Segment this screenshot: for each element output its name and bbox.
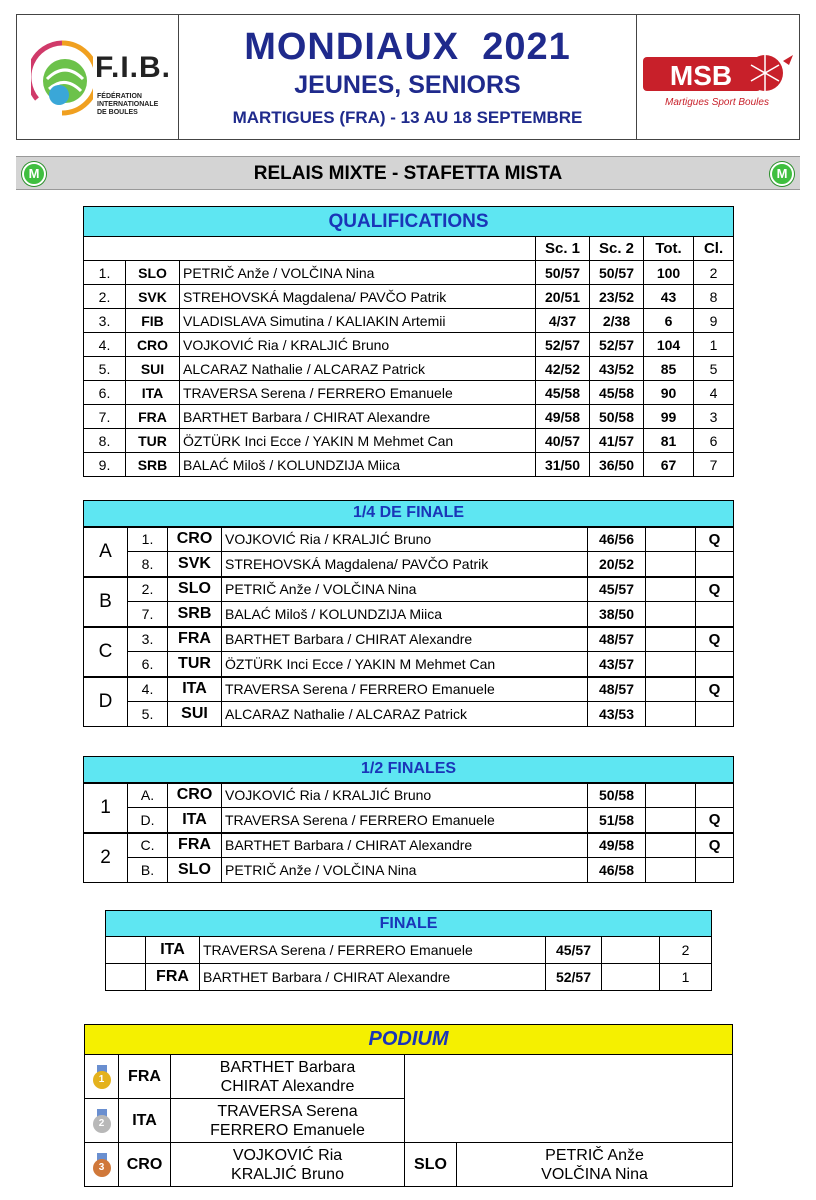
seed-cell: 1. bbox=[128, 527, 168, 552]
msb-logo-text: MSB bbox=[669, 60, 733, 91]
final-row bbox=[106, 964, 712, 991]
podium-nation: CRO bbox=[119, 1143, 171, 1187]
team-cell: STREHOVSKÁ Magdalena/ PAVČO Patrik bbox=[222, 552, 588, 577]
score2-cell: 36/50 bbox=[590, 453, 644, 477]
score1-cell: 49/58 bbox=[536, 405, 590, 429]
team-cell: ÖZTÜRK Inci Ecce / YAKIN M Mehmet Can bbox=[222, 652, 588, 677]
match-row bbox=[84, 677, 734, 702]
team-cell: VOJKOVIĆ Ria / KRALJIĆ Bruno bbox=[180, 333, 536, 357]
match-row bbox=[84, 808, 734, 833]
qualified-cell bbox=[696, 652, 734, 677]
qualification-row bbox=[84, 357, 734, 381]
total-cell: 6 bbox=[644, 309, 694, 333]
score1-cell: 45/58 bbox=[536, 381, 590, 405]
qualified-cell bbox=[696, 552, 734, 577]
qualifications-header-row bbox=[84, 237, 734, 261]
rank-cell: 2. bbox=[84, 285, 126, 309]
blank-cell bbox=[646, 783, 696, 808]
qualified-cell: Q bbox=[696, 577, 734, 602]
match-row bbox=[84, 702, 734, 727]
event-title-bar bbox=[16, 156, 800, 190]
classement-cell: 6 bbox=[694, 429, 734, 453]
team-cell: PETRIČ Anže / VOLČINA Nina bbox=[222, 858, 588, 883]
seed-cell: 7. bbox=[128, 602, 168, 627]
classement-cell: 4 bbox=[694, 381, 734, 405]
match-row bbox=[84, 833, 734, 858]
final-table bbox=[105, 910, 712, 991]
podium-row-first bbox=[85, 1055, 733, 1099]
match-row bbox=[84, 627, 734, 652]
place-cell: 1 bbox=[660, 964, 712, 991]
silver-medal-icon: 2 bbox=[91, 1109, 113, 1133]
team-cell: BARTHET Barbara / CHIRAT Alexandre bbox=[200, 964, 546, 991]
fib-logo-text: F.I.B. bbox=[95, 51, 172, 84]
nation-cell: CRO bbox=[126, 333, 180, 357]
rank-cell: 7. bbox=[84, 405, 126, 429]
gold-medal-icon: 1 bbox=[91, 1065, 113, 1089]
blank-cell bbox=[646, 652, 696, 677]
qualification-row bbox=[84, 405, 734, 429]
seed-cell: 2. bbox=[128, 577, 168, 602]
nation-cell: FRA bbox=[168, 627, 222, 652]
rank-cell: 3. bbox=[84, 309, 126, 333]
seed-cell: 8. bbox=[128, 552, 168, 577]
podium-table bbox=[84, 1024, 733, 1187]
total-cell: 85 bbox=[644, 357, 694, 381]
podium-row-third bbox=[85, 1143, 733, 1187]
blank-cell bbox=[646, 677, 696, 702]
fib-logo-icon bbox=[31, 39, 93, 117]
team-cell: BARTHET Barbara / CHIRAT Alexandre bbox=[222, 627, 588, 652]
nation-cell: ITA bbox=[168, 677, 222, 702]
event-title: RELAIS MIXTE - STAFETTA MISTA bbox=[253, 163, 563, 184]
seed-cell: 5. bbox=[128, 702, 168, 727]
score-cell: 48/57 bbox=[588, 627, 646, 652]
blank-cell bbox=[646, 702, 696, 727]
blank-cell bbox=[646, 527, 696, 552]
nation-cell: SVK bbox=[126, 285, 180, 309]
quarterfinals-title: 1/4 DE FINALE bbox=[84, 501, 734, 527]
score1-cell: 50/57 bbox=[536, 261, 590, 285]
score1-cell: 4/37 bbox=[536, 309, 590, 333]
semifinals-title: 1/2 FINALES bbox=[84, 757, 734, 783]
nation-cell: SVK bbox=[168, 552, 222, 577]
score-cell: 50/58 bbox=[588, 783, 646, 808]
team-cell: BARTHET Barbara / CHIRAT Alexandre bbox=[222, 833, 588, 858]
qualification-row bbox=[84, 309, 734, 333]
podium-team: PETRIČ Anže VOLČINA Nina bbox=[457, 1143, 733, 1187]
match-row bbox=[84, 652, 734, 677]
mixed-badge-icon: M bbox=[22, 162, 46, 186]
col-header-sc2: Sc. 2 bbox=[590, 237, 644, 261]
group-label: 2 bbox=[84, 833, 128, 883]
final-title: FINALE bbox=[106, 911, 712, 937]
qualified-cell bbox=[696, 702, 734, 727]
match-row bbox=[84, 577, 734, 602]
score1-cell: 42/52 bbox=[536, 357, 590, 381]
qualification-row bbox=[84, 261, 734, 285]
qualification-row bbox=[84, 381, 734, 405]
nation-cell: SLO bbox=[168, 858, 222, 883]
seed-cell: 4. bbox=[128, 677, 168, 702]
classement-cell: 2 bbox=[694, 261, 734, 285]
score-cell: 48/57 bbox=[588, 677, 646, 702]
score-cell: 52/57 bbox=[546, 964, 602, 991]
rank-cell: 1. bbox=[84, 261, 126, 285]
team-cell: TRAVERSA Serena / FERRERO Emanuele bbox=[222, 677, 588, 702]
seed-cell: 3. bbox=[128, 627, 168, 652]
total-cell: 43 bbox=[644, 285, 694, 309]
team-cell: STREHOVSKÁ Magdalena/ PAVČO Patrik bbox=[180, 285, 536, 309]
podium-nation: SLO bbox=[405, 1143, 457, 1187]
mixed-badge-icon: M bbox=[770, 162, 794, 186]
group-label: 1 bbox=[84, 783, 128, 833]
score2-cell: 45/58 bbox=[590, 381, 644, 405]
score2-cell: 2/38 bbox=[590, 309, 644, 333]
score1-cell: 40/57 bbox=[536, 429, 590, 453]
blank-cell bbox=[646, 833, 696, 858]
total-cell: 67 bbox=[644, 453, 694, 477]
score2-cell: 50/58 bbox=[590, 405, 644, 429]
match-row bbox=[84, 552, 734, 577]
nation-cell: CRO bbox=[168, 783, 222, 808]
podium-team: VOJKOVIĆ Ria KRALJIĆ Bruno bbox=[171, 1143, 405, 1187]
qualifications-table bbox=[83, 206, 734, 477]
score1-cell: 20/51 bbox=[536, 285, 590, 309]
podium-team: BARTHET Barbara CHIRAT Alexandre bbox=[171, 1055, 405, 1099]
group-label: C bbox=[84, 627, 128, 677]
total-cell: 100 bbox=[644, 261, 694, 285]
team-cell: VOJKOVIĆ Ria / KRALJIĆ Bruno bbox=[222, 527, 588, 552]
qualified-cell bbox=[696, 858, 734, 883]
team-cell: TRAVERSA Serena / FERRERO Emanuele bbox=[222, 808, 588, 833]
score-cell: 45/57 bbox=[588, 577, 646, 602]
classement-cell: 3 bbox=[694, 405, 734, 429]
seed-cell: 6. bbox=[128, 652, 168, 677]
col-header-tot: Tot. bbox=[644, 237, 694, 261]
nation-cell: SUI bbox=[168, 702, 222, 727]
col-header-sc1: Sc. 1 bbox=[536, 237, 590, 261]
fib-logo-subtext: FÉDÉRATION INTERNATIONALE DE BOULES bbox=[97, 93, 159, 116]
nation-cell: FRA bbox=[126, 405, 180, 429]
qualification-row bbox=[84, 429, 734, 453]
team-cell: BALAĆ Miloš / KOLUNDZIJA Miica bbox=[180, 453, 536, 477]
qualified-cell: Q bbox=[696, 677, 734, 702]
qualification-row bbox=[84, 333, 734, 357]
nation-cell: TUR bbox=[168, 652, 222, 677]
quarterfinals-table bbox=[83, 500, 734, 727]
score1-cell: 31/50 bbox=[536, 453, 590, 477]
page-title: MONDIAUX 2021 bbox=[244, 26, 571, 68]
podium-nation: ITA bbox=[119, 1099, 171, 1143]
header-banner bbox=[16, 14, 800, 140]
rank-cell: 5. bbox=[84, 357, 126, 381]
total-cell: 81 bbox=[644, 429, 694, 453]
score-cell: 46/56 bbox=[588, 527, 646, 552]
classement-cell: 8 bbox=[694, 285, 734, 309]
event-place-dates: MARTIGUES (FRA) - 13 AU 18 SEPTEMBRE bbox=[232, 108, 583, 127]
qualified-cell: Q bbox=[696, 808, 734, 833]
blank-cell bbox=[646, 552, 696, 577]
seed-cell: B. bbox=[128, 858, 168, 883]
fib-logo-box bbox=[17, 15, 179, 139]
nation-cell: FIB bbox=[126, 309, 180, 333]
nation-cell: ITA bbox=[146, 937, 200, 964]
nation-cell: SLO bbox=[168, 577, 222, 602]
nation-cell: FRA bbox=[168, 833, 222, 858]
classement-cell: 7 bbox=[694, 453, 734, 477]
blank-cell bbox=[106, 937, 146, 964]
podium-title: PODIUM bbox=[85, 1025, 733, 1055]
rank-cell: 9. bbox=[84, 453, 126, 477]
score-cell: 51/58 bbox=[588, 808, 646, 833]
team-cell: BARTHET Barbara / CHIRAT Alexandre bbox=[180, 405, 536, 429]
score-cell: 49/58 bbox=[588, 833, 646, 858]
final-row bbox=[106, 937, 712, 964]
group-label: D bbox=[84, 677, 128, 727]
score-cell: 43/57 bbox=[588, 652, 646, 677]
seed-cell: A. bbox=[128, 783, 168, 808]
nation-cell: SUI bbox=[126, 357, 180, 381]
col-header-cl: Cl. bbox=[694, 237, 734, 261]
podium-team: TRAVERSA Serena FERRERO Emanuele bbox=[171, 1099, 405, 1143]
page-subtitle: JEUNES, SENIORS bbox=[294, 71, 521, 99]
blank-cell bbox=[602, 964, 660, 991]
blank-cell bbox=[646, 808, 696, 833]
rank-cell: 8. bbox=[84, 429, 126, 453]
team-cell: TRAVERSA Serena / FERRERO Emanuele bbox=[180, 381, 536, 405]
qualification-row bbox=[84, 453, 734, 477]
score-cell: 45/57 bbox=[546, 937, 602, 964]
team-cell: BALAĆ Miloš / KOLUNDZIJA Miica bbox=[222, 602, 588, 627]
nation-cell: SRB bbox=[126, 453, 180, 477]
blank-cell bbox=[646, 858, 696, 883]
qualification-row bbox=[84, 285, 734, 309]
nation-cell: FRA bbox=[146, 964, 200, 991]
team-cell: VOJKOVIĆ Ria / KRALJIĆ Bruno bbox=[222, 783, 588, 808]
blank-cell bbox=[106, 964, 146, 991]
blank-cell bbox=[646, 602, 696, 627]
seed-cell: C. bbox=[128, 833, 168, 858]
score2-cell: 43/52 bbox=[590, 357, 644, 381]
classement-cell: 1 bbox=[694, 333, 734, 357]
total-cell: 99 bbox=[644, 405, 694, 429]
bronze-medal-icon: 3 bbox=[91, 1153, 113, 1177]
team-cell: PETRIČ Anže / VOLČINA Nina bbox=[222, 577, 588, 602]
rank-cell: 4. bbox=[84, 333, 126, 357]
total-cell: 90 bbox=[644, 381, 694, 405]
nation-cell: CRO bbox=[168, 527, 222, 552]
nation-cell: SRB bbox=[168, 602, 222, 627]
classement-cell: 9 bbox=[694, 309, 734, 333]
header-titles bbox=[179, 15, 637, 139]
team-cell: ALCARAZ Nathalie / ALCARAZ Patrick bbox=[180, 357, 536, 381]
match-row bbox=[84, 783, 734, 808]
seed-cell: D. bbox=[128, 808, 168, 833]
classement-cell: 5 bbox=[694, 357, 734, 381]
score-cell: 46/58 bbox=[588, 858, 646, 883]
score2-cell: 23/52 bbox=[590, 285, 644, 309]
match-row bbox=[84, 527, 734, 552]
total-cell: 104 bbox=[644, 333, 694, 357]
nation-cell: ITA bbox=[168, 808, 222, 833]
qualified-cell: Q bbox=[696, 627, 734, 652]
qualified-cell: Q bbox=[696, 833, 734, 858]
team-cell: TRAVERSA Serena / FERRERO Emanuele bbox=[200, 937, 546, 964]
score-cell: 38/50 bbox=[588, 602, 646, 627]
team-cell: VLADISLAVA Simutina / KALIAKIN Artemii bbox=[180, 309, 536, 333]
match-row bbox=[84, 602, 734, 627]
qualified-cell: Q bbox=[696, 527, 734, 552]
score2-cell: 50/57 bbox=[590, 261, 644, 285]
qualified-cell bbox=[696, 783, 734, 808]
team-cell: ÖZTÜRK Inci Ecce / YAKIN M Mehmet Can bbox=[180, 429, 536, 453]
qualified-cell bbox=[696, 602, 734, 627]
semifinals-table bbox=[83, 756, 734, 883]
place-cell: 2 bbox=[660, 937, 712, 964]
team-cell: ALCARAZ Nathalie / ALCARAZ Patrick bbox=[222, 702, 588, 727]
qualifications-title: QUALIFICATIONS bbox=[84, 207, 734, 237]
match-row bbox=[84, 858, 734, 883]
blank-cell bbox=[646, 627, 696, 652]
nation-cell: ITA bbox=[126, 381, 180, 405]
nation-cell: TUR bbox=[126, 429, 180, 453]
score-cell: 43/53 bbox=[588, 702, 646, 727]
blank-cell bbox=[646, 577, 696, 602]
nation-cell: SLO bbox=[126, 261, 180, 285]
score2-cell: 41/57 bbox=[590, 429, 644, 453]
group-label: A bbox=[84, 527, 128, 577]
msb-tagline: Martigues Sport Boules bbox=[665, 97, 769, 108]
group-label: B bbox=[84, 577, 128, 627]
team-cell: PETRIČ Anže / VOLČINA Nina bbox=[180, 261, 536, 285]
msb-logo-box bbox=[637, 15, 799, 139]
rank-cell: 6. bbox=[84, 381, 126, 405]
blank-cell bbox=[602, 937, 660, 964]
podium-nation: FRA bbox=[119, 1055, 171, 1099]
score2-cell: 52/57 bbox=[590, 333, 644, 357]
msb-logo-icon bbox=[637, 51, 797, 111]
score-cell: 20/52 bbox=[588, 552, 646, 577]
score1-cell: 52/57 bbox=[536, 333, 590, 357]
